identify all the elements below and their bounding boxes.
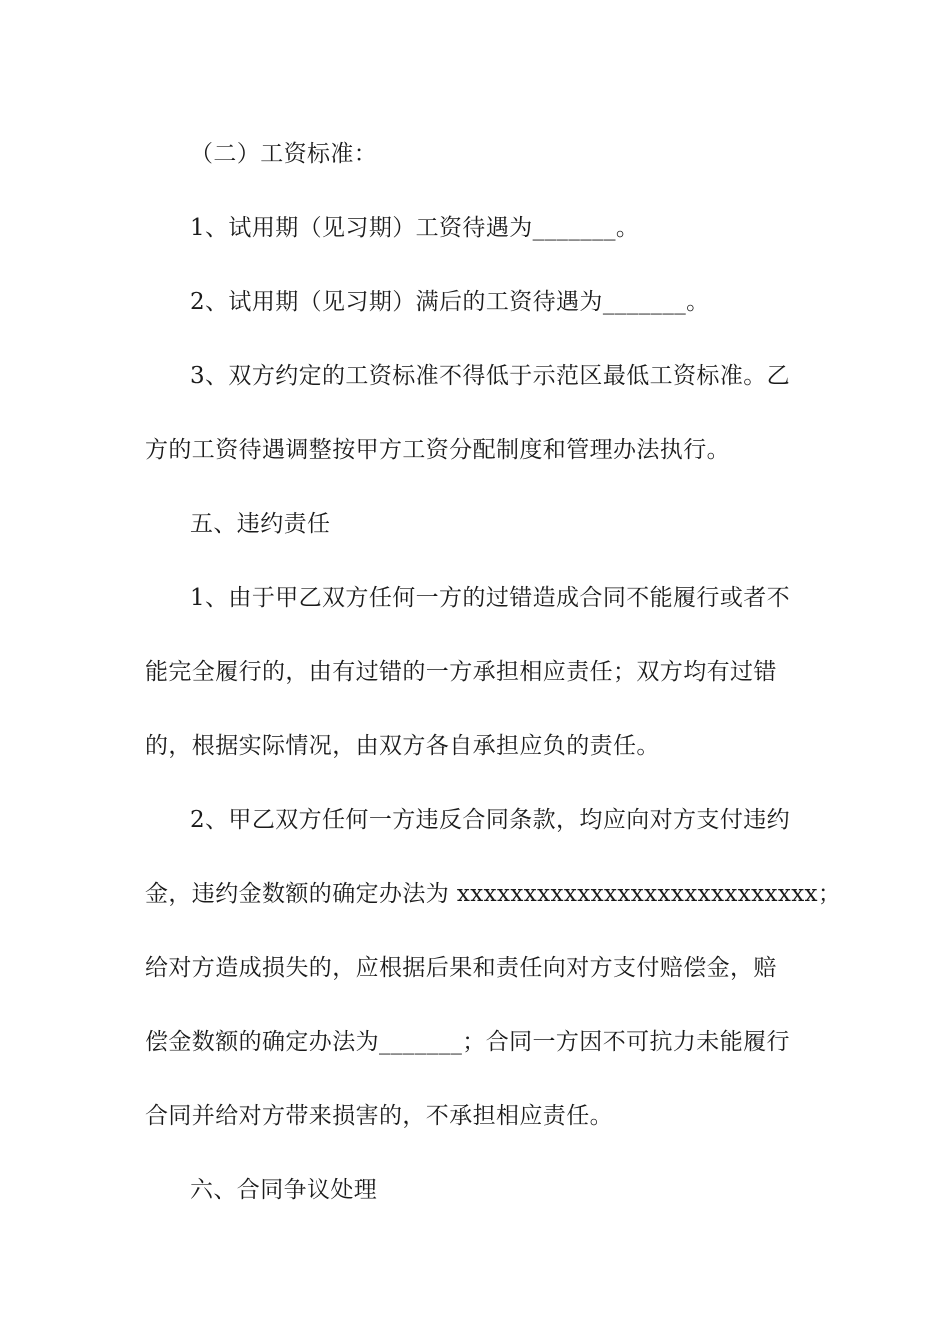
paragraph-line: 1、试用期（见习期）工资待遇为_______。 xyxy=(190,215,640,241)
paragraph-line: 金，违约金数额的确定办法为 xxxxxxxxxxxxxxxxxxxxxxxxxxx； xyxy=(145,881,842,907)
paragraph-line: 的，根据实际情况，由双方各自承担应负的责任。 xyxy=(145,733,660,759)
paragraph-line: 能完全履行的，由有过错的一方承担相应责任；双方均有过错 xyxy=(145,659,777,685)
section-heading-breach-liability: 五、违约责任 xyxy=(190,511,331,537)
paragraph-line: 方的工资待遇调整按甲方工资分配制度和管理办法执行。 xyxy=(145,437,730,463)
paragraph-line: 2、甲乙双方任何一方违反合同条款，均应向对方支付违约 xyxy=(190,807,791,833)
paragraph-line: 2、试用期（见习期）满后的工资待遇为_______。 xyxy=(190,289,710,315)
paragraph-line: 合同并给对方带来损害的，不承担相应责任。 xyxy=(145,1103,613,1129)
section-heading-dispute-handling: 六、合同争议处理 xyxy=(190,1177,378,1203)
section-heading-wage-standard: （二）工资标准： xyxy=(190,141,378,167)
paragraph-line: 偿金数额的确定办法为_______；合同一方因不可抗力未能履行 xyxy=(145,1029,790,1055)
paragraph-line: 1、由于甲乙双方任何一方的过错造成合同不能履行或者不 xyxy=(190,585,791,611)
paragraph-line: 给对方造成损失的，应根据后果和责任向对方支付赔偿金，赔 xyxy=(145,955,777,981)
paragraph-line: 3、双方约定的工资标准不得低于示范区最低工资标准。乙 xyxy=(190,363,791,389)
